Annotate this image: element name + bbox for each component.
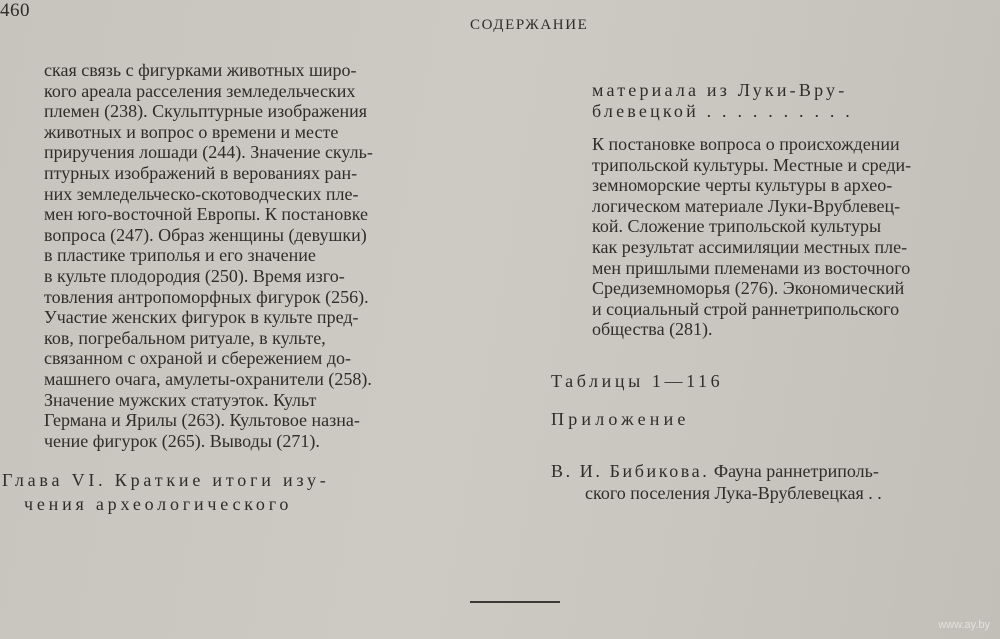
text-line: мен юго-восточной Европы. К постановке bbox=[44, 204, 368, 225]
right-column-continuation bbox=[592, 80, 997, 121]
left-column-text bbox=[44, 60, 464, 451]
page-number: 460 bbox=[0, 0, 30, 21]
text-line: птурных изображений в верованиях ран- bbox=[44, 162, 358, 183]
text-line: в пластике триполья и его значение bbox=[44, 245, 316, 266]
text-line: в культе плодородия (250). Время изго- bbox=[44, 265, 345, 286]
tables-entry: Таблицы 1—116 bbox=[551, 371, 724, 391]
article-author: В. И. Бибикова. bbox=[551, 461, 710, 481]
chapter-title-line: Глава VI. Краткие итоги изу- bbox=[2, 470, 330, 490]
text-line: них земледельческо-скотоводческих пле- bbox=[44, 183, 359, 204]
text-line: животных и вопрос о времени и месте bbox=[44, 121, 339, 142]
text-line: связанном с охраной и сбережением до- bbox=[44, 348, 351, 369]
text-line: мен пришлыми племенами из восточного bbox=[592, 257, 911, 278]
text-line: как результат ассимиляции местных пле- bbox=[592, 236, 908, 257]
text-line: К постановке вопроса о происхождении bbox=[592, 134, 900, 154]
appendix-entry: Приложение bbox=[551, 409, 690, 429]
text-line: Участие женских фигурок в культе пред- bbox=[44, 307, 359, 328]
text-line: блевецкой . . . . . . . . . . bbox=[592, 100, 853, 121]
text-line: Германа и Ярилы (263). Культовое назна- bbox=[44, 410, 360, 431]
page-heading: СОДЕРЖАНИЕ bbox=[470, 17, 589, 33]
chapter-title-line: чения археологического bbox=[24, 494, 293, 514]
text-line: Значение мужских статуэток. Культ bbox=[44, 389, 317, 410]
text-line: земноморские черты культуры в архео- bbox=[592, 175, 893, 196]
text-line: логическом материале Луки-Врублевец- bbox=[592, 195, 901, 216]
text-line: кой. Сложение трипольской культуры bbox=[592, 216, 882, 237]
article-title-part: ского поселения Лука-Врублевецкая . . bbox=[585, 483, 882, 503]
section-divider bbox=[470, 601, 560, 603]
text-line: товления антропоморфных фигурок (256). bbox=[44, 286, 369, 307]
text-line: общества (281). bbox=[592, 319, 713, 340]
watermark: www.ay.by bbox=[938, 619, 990, 631]
chapter-six-entry bbox=[2, 468, 330, 516]
text-line: приручения лошади (244). Значение скуль- bbox=[44, 142, 373, 163]
text-line: Средиземноморья (276). Экономический bbox=[592, 278, 905, 299]
text-line: материала из Луки-Вру- bbox=[592, 80, 848, 100]
text-line: ская связь с фигурками животных широ- bbox=[44, 60, 357, 80]
appendix-article-entry bbox=[551, 460, 882, 504]
text-line: вопроса (247). Образ женщины (девушки) bbox=[44, 224, 367, 245]
text-line: племен (238). Скульптурные изображения bbox=[44, 101, 367, 122]
text-line: ков, погребальном ритуале, в культе, bbox=[44, 327, 326, 348]
article-title-part: Фауна раннетриполь- bbox=[709, 461, 879, 481]
text-line: чение фигурок (265). Выводы (271). bbox=[44, 430, 320, 451]
text-line: трипольской культуры. Местные и среди- bbox=[592, 154, 912, 175]
text-line: и социальный строй раннетрипольского bbox=[592, 298, 900, 319]
right-column-text bbox=[592, 134, 997, 340]
text-line: машнего очага, амулеты-охранители (258). bbox=[44, 368, 372, 389]
text-line: кого ареала расселения земледельческих bbox=[44, 80, 356, 101]
